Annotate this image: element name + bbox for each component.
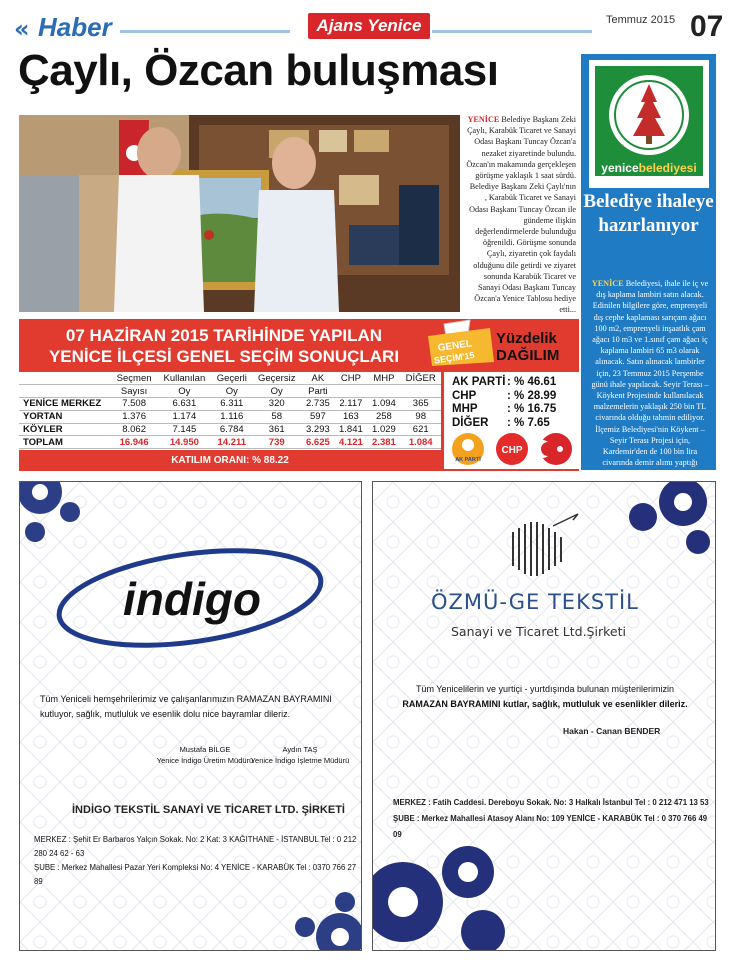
ozmuge-address-branch: ŞUBE : Merkez Mahallesi Atasoy Alanı No: 109 YENİCE - KARABÜK Tel : 0 370 766 49 09 (393, 814, 708, 839)
ozmuge-name: ÖZMÜ-GE TEKSTİL (431, 590, 639, 614)
ornament-pattern-2 (373, 482, 716, 951)
header-rule-left (120, 30, 290, 33)
svg-text:SEÇİM'15: SEÇİM'15 (433, 350, 476, 366)
table-cell: CHP (334, 372, 367, 385)
table-row (19, 410, 441, 423)
page-number: 07 (690, 10, 724, 43)
party-logos (450, 432, 576, 466)
table-cell: 14.211 (212, 436, 253, 449)
percentage-title (496, 330, 559, 364)
table-cell: Geçersiz (252, 372, 301, 385)
table-cell: AK (301, 372, 334, 385)
table-cell: 597 (301, 410, 334, 423)
table-cell: Geçerli (212, 372, 253, 385)
table-cell (19, 385, 111, 398)
sig1-name: Mustafa BİLGE (179, 745, 231, 754)
article-lead: YENİCE (467, 115, 500, 124)
sig2-title: Yenice İndigo İşletme Müdürü (250, 756, 350, 765)
party-name: DİĞER (452, 416, 489, 429)
article-body (466, 114, 576, 316)
indigo-logo: indigo (123, 573, 261, 625)
indigo-signature-1 (150, 744, 260, 766)
table-cell: Oy (252, 385, 301, 398)
percentage-row (452, 390, 556, 404)
table-cell: Kullanılan (157, 372, 211, 385)
logo-text-yenice: yenice (601, 161, 639, 175)
table-cell: 1.029 (367, 423, 400, 436)
ozmuge-signature: Hakan - Canan BENDER (563, 726, 661, 736)
indigo-address-branch: ŞUBE : Merkez Mahallesi Pazar Yeri Kompleksi No: 4 YENİCE - KARABÜK Tel : 0370 766 27 89 (34, 863, 357, 886)
ozmuge-message-1: Tüm Yenicelilerin ve yurtiçi - yurtdışında bulunan müşterilerimizin (415, 684, 675, 694)
table-row (19, 385, 441, 398)
turnout-text: KATILIM ORANI: % 88.22 (171, 455, 289, 466)
table-cell: 1.116 (212, 410, 253, 423)
table-cell: 3.293 (301, 423, 334, 436)
ozmuge-subtitle: Sanayi ve Ticaret Ltd.Şirketi (451, 624, 626, 639)
sig1-title: Yenice İndigo Üretim Müdürü (156, 756, 254, 765)
ozmuge-ad (372, 481, 716, 951)
table-cell: 7.508 (111, 398, 157, 411)
party-percent: : % 7.65 (507, 416, 550, 429)
table-cell: 6.311 (212, 398, 253, 411)
table-cell: Oy (212, 385, 253, 398)
table-cell: Seçmen (111, 372, 157, 385)
indigo-address-hq: MERKEZ : Şehit Er Barbaros Yalçın Sokak. No: 2 Kat: 3 KAĞITHANE - İSTANBUL Tel : 0 212 280 24 62 - 63 (34, 835, 357, 858)
table-cell: 361 (252, 423, 301, 436)
municipality-logo (589, 60, 709, 188)
headline: Çaylı, Özcan buluşması (18, 46, 499, 95)
table-cell (367, 385, 400, 398)
table-cell: 621 (400, 423, 441, 436)
ozmuge-address-hq: MERKEZ : Fatih Caddesi. Dereboyu Sokak. No: 3 Halkalı İstanbul Tel : 0 212 471 13 53 (393, 798, 709, 807)
indigo-signature-2 (250, 744, 350, 766)
percentage-row (452, 376, 556, 390)
percentage-row (452, 417, 556, 431)
svg-text:yenicebelediyesi (601, 161, 696, 175)
indigo-ad (19, 481, 362, 951)
table-cell: 14.950 (157, 436, 211, 449)
percentage-row (452, 403, 556, 417)
table-cell: Sayısı (111, 385, 157, 398)
section-title: Haber (38, 12, 112, 42)
party-percent: : % 16.75 (507, 403, 557, 415)
ozmuge-message-2: RAMAZAN BAYRAMINI kutlar, sağlık, mutluluk ve esenlikler dileriz. (402, 699, 688, 709)
election-title-line2: YENİCE İLÇESİ GENEL SEÇİM SONUÇLARI (48, 347, 400, 366)
table-cell: 4.121 (334, 436, 367, 449)
indigo-address (34, 833, 361, 889)
section-arrows: « (14, 15, 30, 43)
table-cell: 2.117 (334, 398, 367, 411)
table-row (19, 423, 441, 436)
table-cell (19, 372, 111, 385)
mhp-logo (533, 433, 572, 465)
table-cell: TOPLAM (19, 436, 111, 449)
table-cell: 58 (252, 410, 301, 423)
news-photo (19, 115, 460, 312)
table-row (19, 398, 441, 411)
table-cell: 8.062 (111, 423, 157, 436)
sidebar-lead: YENİCE (591, 279, 624, 288)
ozmuge-address (393, 795, 715, 843)
table-cell: 1.094 (367, 398, 400, 411)
table-cell: 365 (400, 398, 441, 411)
election-title (19, 321, 429, 373)
sidebar-body (588, 278, 712, 480)
table-cell (400, 385, 441, 398)
party-name: CHP (452, 389, 477, 402)
table-row (19, 436, 441, 449)
table-cell: 6.784 (212, 423, 253, 436)
election-title-line1: 07 HAZİRAN 2015 TARİHİNDE YAPILAN (65, 326, 383, 345)
table-cell: 1.084 (400, 436, 441, 449)
chp-logo (496, 433, 528, 465)
table-row (19, 372, 441, 385)
sig2-name: Aydın TAŞ (282, 745, 318, 754)
party-percent: : % 46.61 (507, 376, 557, 388)
indigo-company: İNDİGO TEKSTİL SANAYİ VE TİCARET LTD. ŞİRKETİ (72, 804, 345, 816)
table-cell: Oy (157, 385, 211, 398)
table-cell: 320 (252, 398, 301, 411)
header-rule-right (432, 30, 592, 33)
svg-text:AK PARTİ: AK PARTİ (455, 457, 481, 463)
svg-text:CHP: CHP (501, 445, 523, 456)
table-cell: 16.946 (111, 436, 157, 449)
ak-parti-logo (452, 433, 484, 465)
ozmuge-message (387, 682, 703, 712)
percentage-title-1: Yüzdelik (496, 330, 557, 347)
article-text: Belediye Başkanı Zeki Çaylı, Karabük Ticaret ve Sanayi Odası Başkanı Tuncay Özcan'a nezaket ziyaretinde bulundu. Özcan'ın makamında gerçekleşen görüşme yaklaşık 1 saat sürdü. Belediye Başkanı Zeki Çaylı'nın , Karabük Ticaret ve Sanayi Odası Başkanı Tuncay Özcan ile gündeme ilişkin değerlendirmelerde bulunduğu öğrenildi. Görüşme sonunda Çaylı, ziyaretin çok faydalı olduğunu dile getirdi ve ziyaret sonunda Karabük Ticaret ve Sanayi Odası Başkanı Tuncay Özcan'a Yenice Tablosu hediye etti... (466, 115, 576, 315)
table-cell: 2.735 (301, 398, 334, 411)
table-cell: 6.631 (157, 398, 211, 411)
table-cell: KÖYLER (19, 423, 111, 436)
table-cell: 1.376 (111, 410, 157, 423)
table-cell: 163 (334, 410, 367, 423)
sidebar-title: Belediye ihaleye hazırlanıyor (583, 191, 714, 236)
party-percent: : % 28.99 (507, 389, 557, 402)
table-cell: Parti (301, 385, 334, 398)
table-cell: 6.625 (301, 436, 334, 449)
table-cell (334, 385, 367, 398)
sidebar-text: Belediyesi, ihale ile iç ve dış kaplama lambiri satın alacak. Edinilen bilgilere göre, emprenyeli dış cephe kaplaması sarıçam ağacı 100 m2, emprenyeli inşaatlık çam ağacı 10 m3 ve 1.sınıf çam ağacı iç kaplama lambiri 65 m3 olarak alınacak. Satın alınacak lambirler için, 23 Temmuz 2015 Perşembe günü ihale yapılacak. Seyir Terası – Köykent Projesinde kullanılacak malzemelerin yaklaşık 250 bin TL civarında olduğu tahmin ediliyor. İlçemiz Belediyesi'nin Köykent – Seyir Terası Projesi için, Kardemir'den de 100 bin lira civarında demir alımı yaptığı öğrenildi. (591, 279, 709, 479)
table-cell: 2.381 (367, 436, 400, 449)
ballot-box-icon (424, 318, 496, 366)
brand-logo: Ajans Yenice (308, 13, 430, 39)
table-cell: 98 (400, 410, 441, 423)
table-cell: 7.145 (157, 423, 211, 436)
indigo-message: Tüm Yeniceli hemşehrilerimiz ve çalışanlarımızın RAMAZAN BAYRAMINI kutluyor, sağlık, mutluluk ve esenlik dolu nice bayramlar dileriz. (40, 694, 332, 719)
party-name: MHP (452, 403, 478, 415)
table-cell: 258 (367, 410, 400, 423)
results-table (19, 372, 441, 450)
svg-text:GENEL: GENEL (437, 338, 473, 355)
table-cell: 739 (252, 436, 301, 449)
percentage-title-2: DAĞILIM (496, 347, 560, 364)
percentage-list (452, 376, 556, 430)
table-cell: YENİCE MERKEZ (19, 398, 111, 411)
table-cell: DİĞER (400, 372, 441, 385)
party-name: AK PARTİ (452, 376, 506, 388)
table-cell: 1.841 (334, 423, 367, 436)
table-cell: MHP (367, 372, 400, 385)
logo-text-belediyesi: belediyesi (638, 161, 697, 175)
table-cell: 1.174 (157, 410, 211, 423)
table-cell: YORTAN (19, 410, 111, 423)
issue-date: Temmuz 2015 (606, 14, 676, 26)
